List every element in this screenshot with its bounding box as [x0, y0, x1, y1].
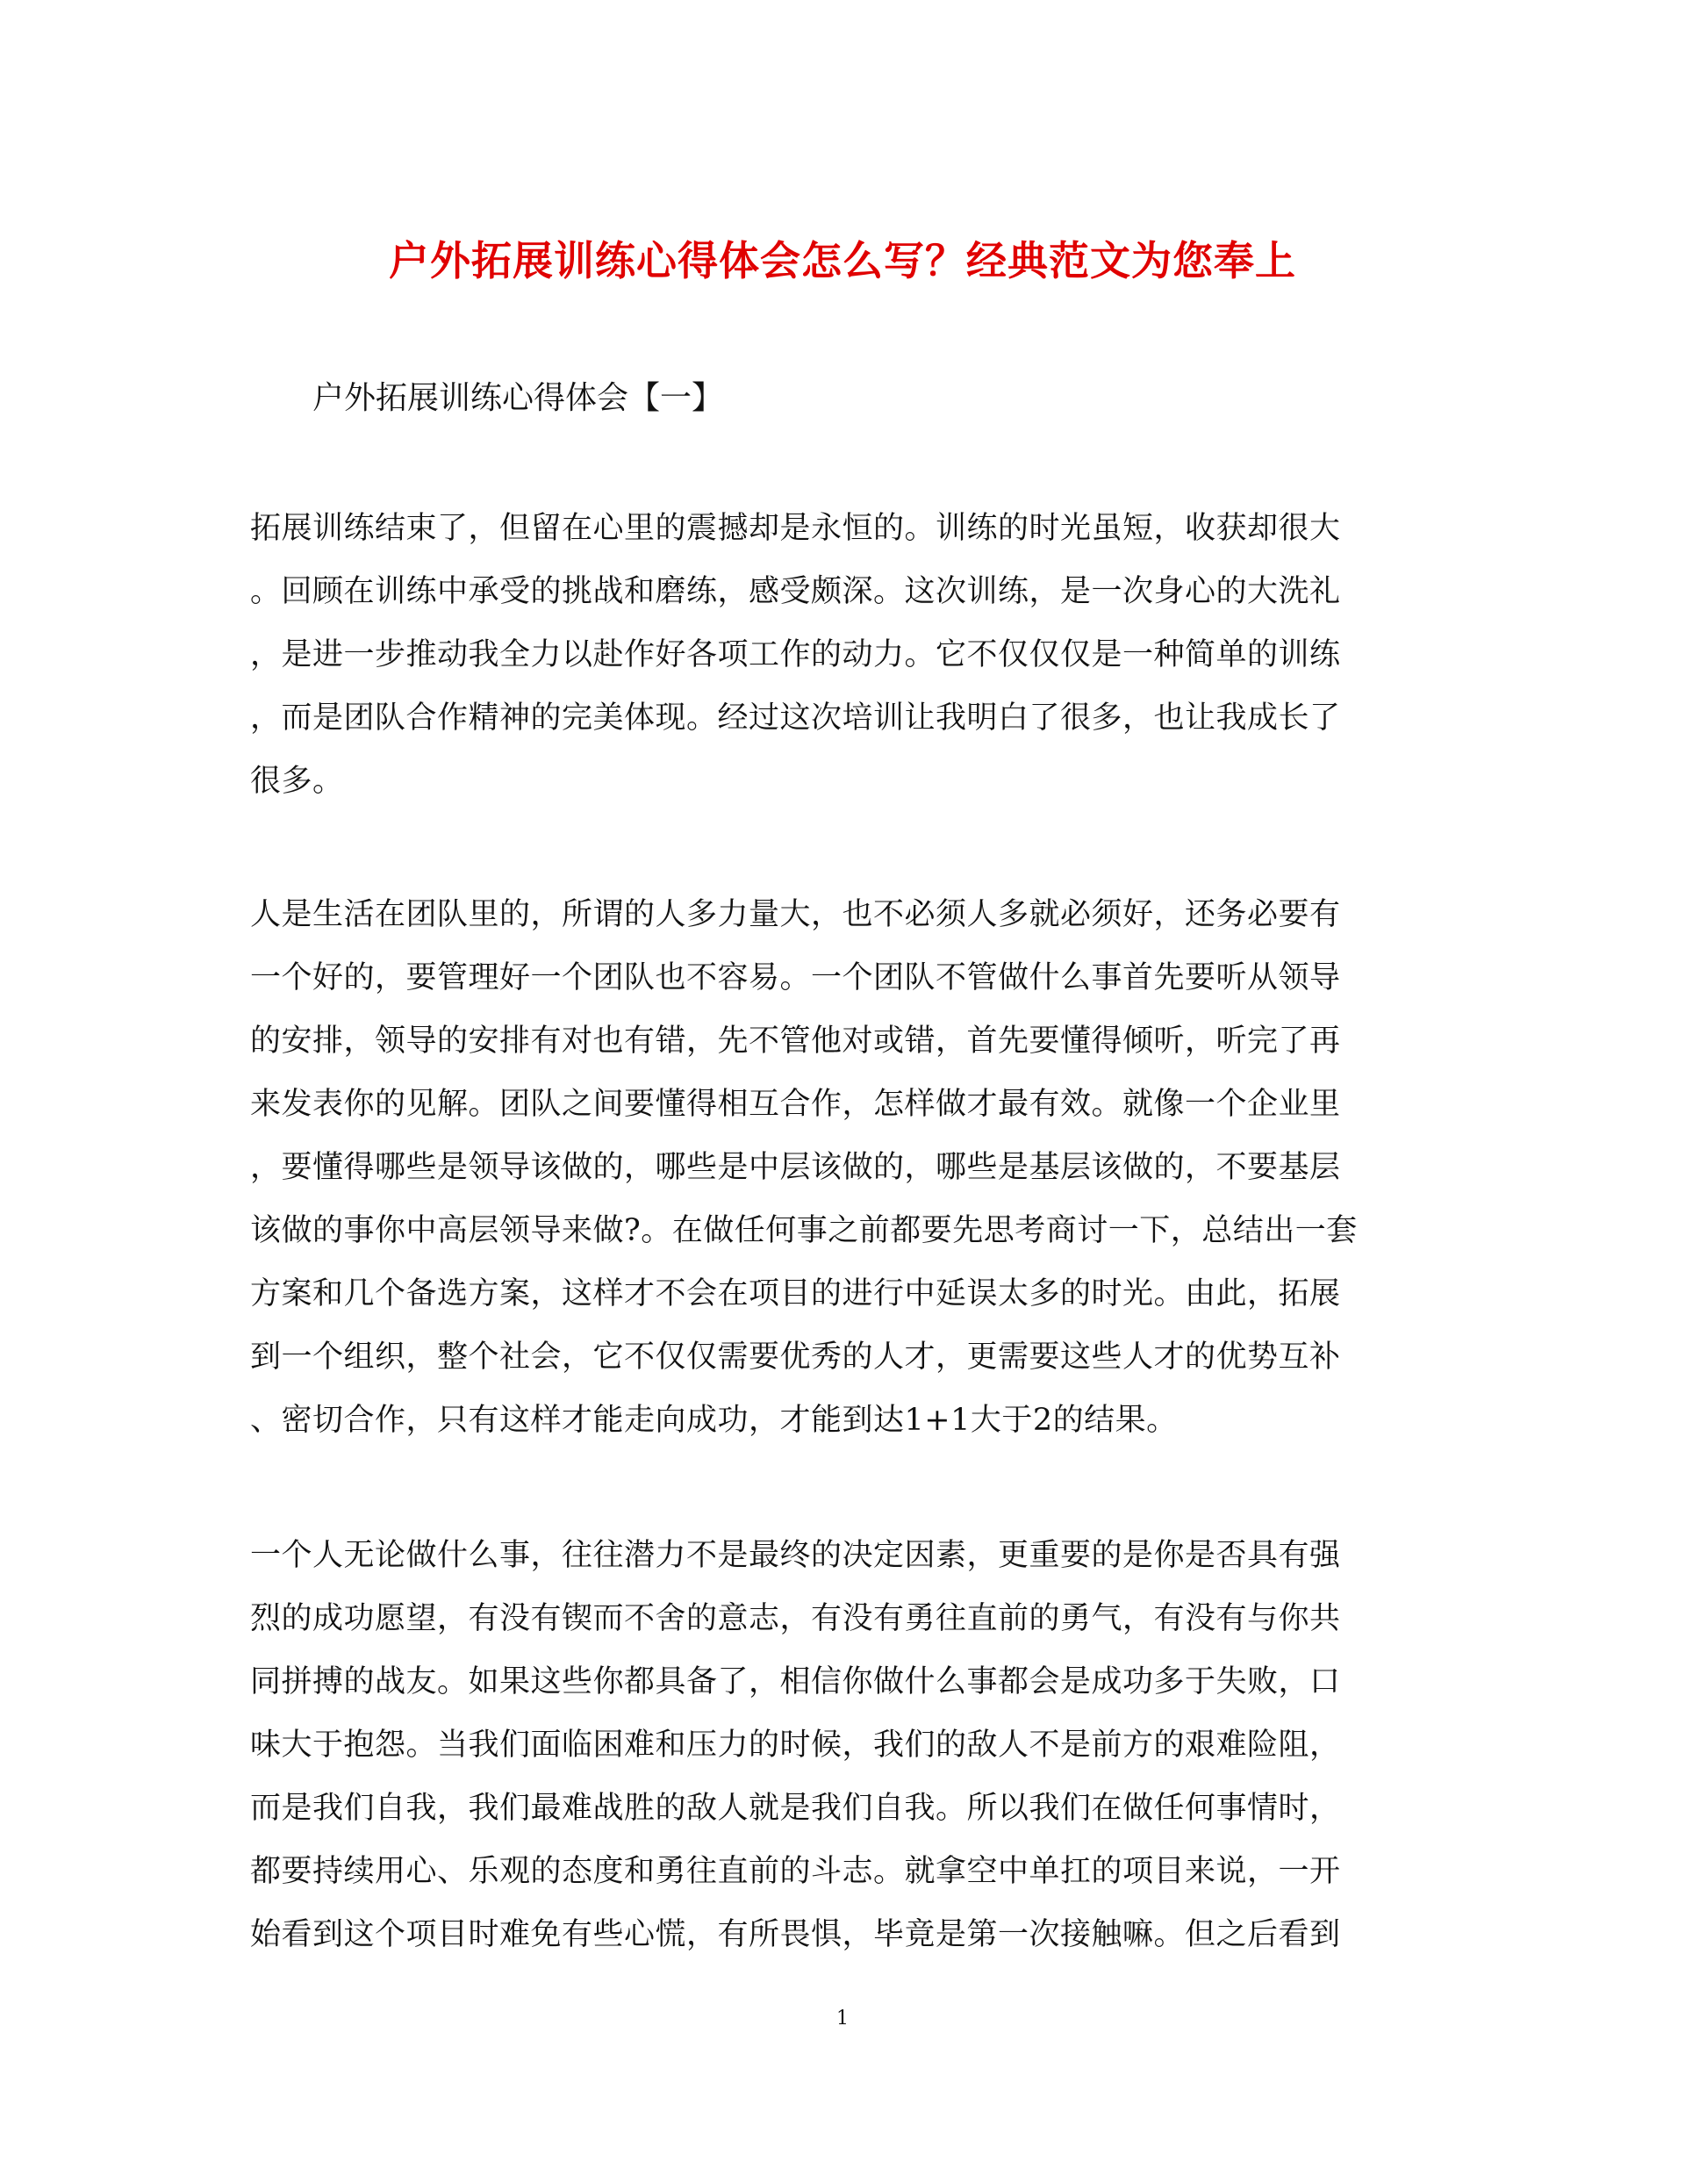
paragraph-line: 而是我们自我，我们最难战胜的敌人就是我们自我。所以我们在做任何事情时，	[250, 1791, 1341, 1826]
paragraph-line: 都要持续用心、乐观的态度和勇往直前的斗志。就拿空中单扛的项目来说，一开	[250, 1854, 1341, 1889]
paragraph-line: 同拼搏的战友。如果这些你都具备了，相信你做什么事都会是成功多于失败，口	[250, 1664, 1341, 1699]
paragraph-line: 到一个组织，整个社会，它不仅仅需要优秀的人才，更需要这些人才的优势互补	[250, 1340, 1341, 1375]
paragraph-line: 该做的事你中高层领导来做?。在做任何事之前都要先思考商讨一下，总结出一套	[250, 1213, 1358, 1248]
paragraph-line: 拓展训练结束了，但留在心里的震撼却是永恒的。训练的时光虽短，收获却很大	[250, 511, 1341, 546]
section-heading: 户外拓展训练心得体会【一】	[312, 380, 724, 416]
paragraph-line: 烈的成功愿望，有没有锲而不舍的意志，有没有勇往直前的勇气，有没有与你共	[250, 1601, 1341, 1636]
paragraph-line: 来发表你的见解。团队之间要懂得相互合作，怎样做才最有效。就像一个企业里	[250, 1087, 1341, 1122]
paragraph-line: ，而是团队合作精神的完美体现。经过这次培训让我明白了很多，也让我成长了	[250, 700, 1341, 736]
paragraph-line: 始看到这个项目时难免有些心慌，有所畏惧，毕竟是第一次接触嘛。但之后看到	[250, 1917, 1341, 1952]
paragraph-line: 一个人无论做什么事，往往潜力不是最终的决定因素，更重要的是你是否具有强	[250, 1538, 1341, 1573]
paragraph-line: 人是生活在团队里的，所谓的人多力量大，也不必须人多就必须好，还务必要有	[250, 897, 1341, 932]
paragraph-line: 味大于抱怨。当我们面临困难和压力的时候，我们的敌人不是前方的艰难险阻，	[250, 1728, 1341, 1763]
page-number: 1	[836, 2008, 849, 2030]
paragraph-line: 、密切合作，只有这样才能走向成功，才能到达1+1大于2的结果。	[250, 1403, 1178, 1438]
paragraph-line: 。回顾在训练中承受的挑战和磨练，感受颇深。这次训练，是一次身心的大洗礼	[250, 574, 1341, 609]
paragraph-line: 方案和几个备选方案，这样才不会在项目的进行中延误太多的时光。由此，拓展	[250, 1276, 1341, 1311]
paragraph-line: 一个好的，要管理好一个团队也不容易。一个团队不管做什么事首先要听从领导	[250, 960, 1341, 995]
paragraph-line: 很多。	[250, 764, 344, 799]
document-title: 户外拓展训练心得体会怎么写？经典范文为您奉上	[389, 237, 1296, 284]
paragraph-1	[250, 497, 1426, 813]
paragraph-line: 的安排，领导的安排有对也有错，先不管他对或错，首先要懂得倾听，听完了再	[250, 1024, 1341, 1059]
paragraph-line: ，要懂得哪些是领导该做的，哪些是中层该做的，哪些是基层该做的，不要基层	[250, 1150, 1341, 1185]
paragraph-3	[250, 1524, 1426, 1966]
paragraph-line: ，是进一步推动我全力以赴作好各项工作的动力。它不仅仅仅是一种简单的训练	[250, 637, 1341, 672]
paragraph-2	[250, 883, 1426, 1452]
